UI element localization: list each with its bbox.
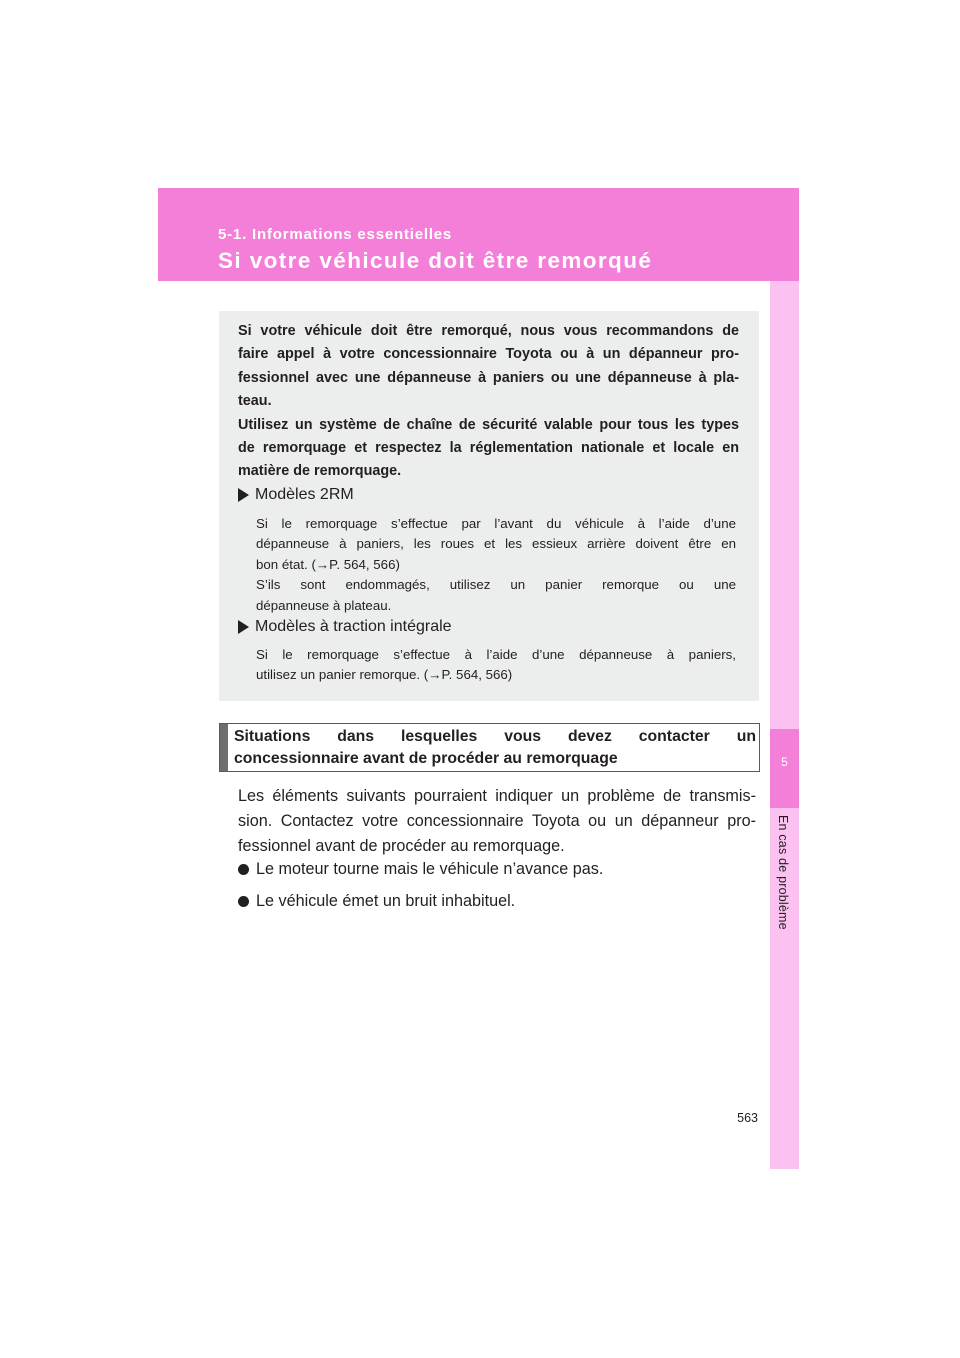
models-awd-line: Si le remorquage s’effectue à l’aide d’une dépanneuse à paniers, bbox=[256, 647, 736, 662]
models-awd-text bbox=[256, 645, 736, 686]
body-line: fessionnel avant de procéder au remorquage. bbox=[238, 837, 565, 855]
list-item bbox=[238, 860, 603, 879]
body-line: Les éléments suivants pourraient indiquer un problème de transmis- bbox=[238, 787, 756, 805]
bullet-dot-icon bbox=[238, 896, 249, 907]
body-text bbox=[238, 784, 756, 859]
list-item-text: Le moteur tourne mais le véhicule n’avance pas. bbox=[256, 860, 604, 878]
list-item-text: Le véhicule émet un bruit inhabituel. bbox=[256, 892, 516, 910]
models-2wd-text bbox=[256, 514, 736, 616]
models-awd-heading bbox=[238, 618, 452, 636]
situations-heading-line: Situations dans lesquelles vous devez contacter un bbox=[234, 728, 756, 745]
situations-heading-box bbox=[219, 723, 760, 772]
intro-line: matière de remorquage. bbox=[238, 463, 402, 480]
models-2wd-heading bbox=[238, 486, 354, 504]
page-title: Si votre véhicule doit être remorqué bbox=[218, 248, 653, 273]
chapter-side-tab bbox=[770, 281, 799, 1169]
models-2wd-line: dépanneuse à plateau. bbox=[256, 597, 392, 613]
list-item bbox=[238, 892, 515, 911]
models-awd-line: utilisez un panier remorque. (→P. 564, 566) bbox=[256, 667, 513, 683]
chapter-name: En cas de problème bbox=[776, 815, 790, 930]
situations-heading bbox=[234, 726, 756, 770]
models-2wd-line: Si le remorquage s’effectue par l’avant du véhicule à l’aide d’une bbox=[256, 516, 736, 531]
intro-line: fessionnel avec une dépanneuse à paniers ou une dépanneuse à pla- bbox=[238, 369, 739, 386]
triangle-bullet-icon bbox=[238, 620, 249, 634]
models-2wd-line: S’ils sont endommagés, utilisez un panier remorque ou une bbox=[256, 577, 736, 593]
intro-line: de remorquage et respectez la réglementation nationale et locale en bbox=[238, 440, 739, 457]
models-2wd-heading-text: Modèles 2RM bbox=[255, 486, 354, 503]
chapter-number: 5 bbox=[781, 755, 788, 769]
page-number: 563 bbox=[737, 1111, 758, 1125]
intro-line: Utilisez un système de chaîne de sécurité valable pour tous les types bbox=[238, 416, 739, 433]
models-2wd-line: dépanneuse à paniers, les roues et les essieux arrière doivent être en bbox=[256, 536, 736, 552]
intro-text bbox=[238, 320, 739, 484]
triangle-bullet-icon bbox=[238, 488, 249, 502]
models-awd-heading-text: Modèles à traction intégrale bbox=[255, 618, 452, 635]
models-2wd-line: bon état. (→P. 564, 566) bbox=[256, 556, 400, 572]
body-line: sion. Contactez votre concessionnaire Toyota ou un dépanneur pro- bbox=[238, 812, 756, 830]
bullet-dot-icon bbox=[238, 864, 249, 875]
heading-accent-bar bbox=[220, 724, 228, 771]
intro-line: Si votre véhicule doit être remorqué, nous vous recommandons de bbox=[238, 323, 739, 339]
intro-line: teau. bbox=[238, 393, 272, 410]
situations-heading-line: concessionnaire avant de procéder au remorquage bbox=[234, 750, 618, 767]
section-label: 5-1. Informations essentielles bbox=[218, 226, 453, 243]
intro-line: faire appel à votre concessionnaire Toyota ou à un dépanneur pro- bbox=[238, 346, 739, 363]
